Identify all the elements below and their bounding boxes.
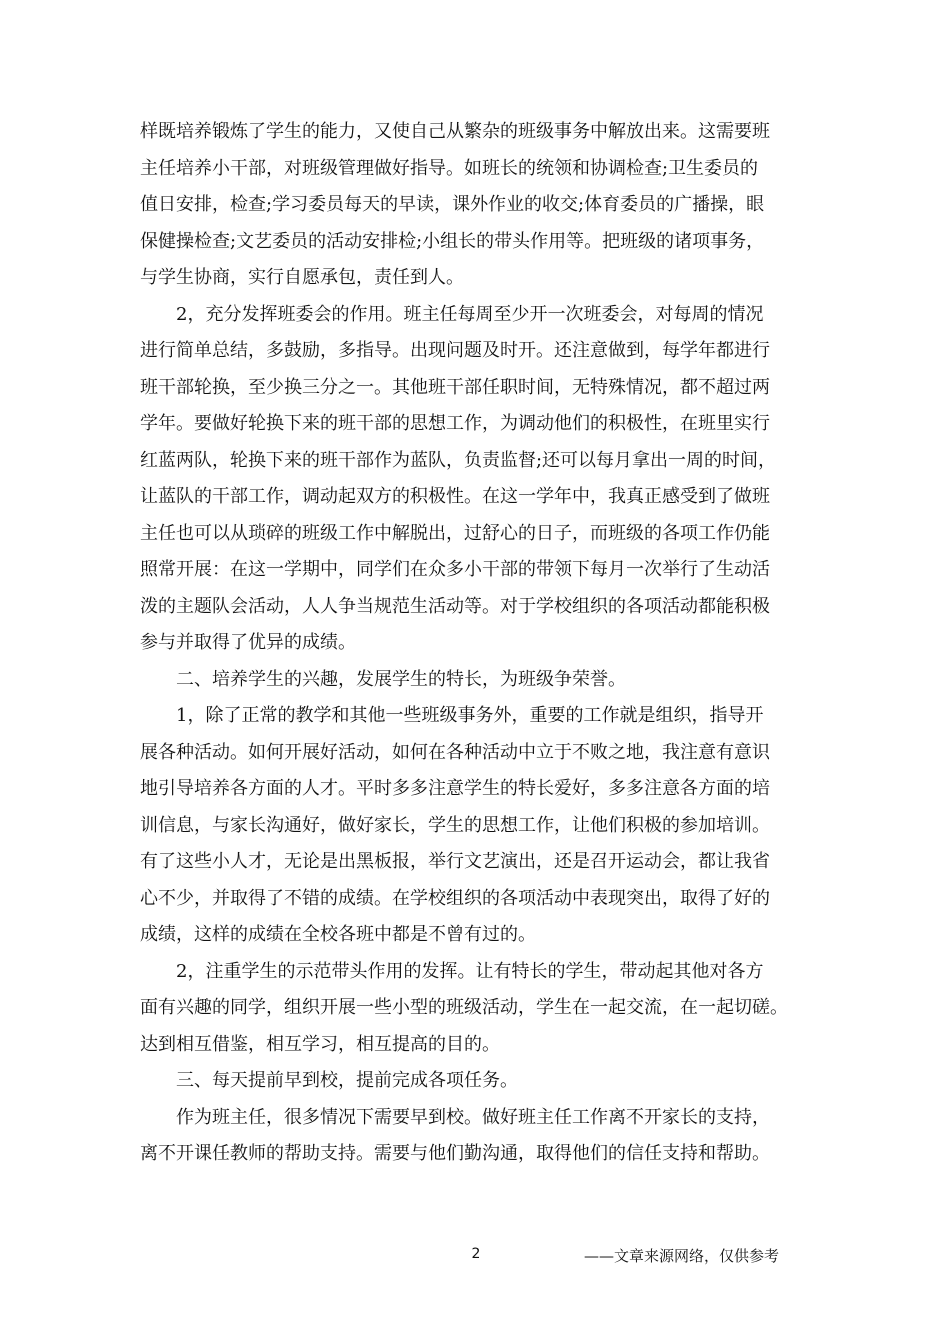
- text-line: 地引导培养各方面的人才。平时多多注意学生的特长爱好，多多注意各方面的培: [140, 778, 770, 799]
- text-line: 面有兴趣的同学，组织开展一些小型的班级活动，学生在一起交流，在一起切磋。: [140, 997, 788, 1018]
- text-line: 有了这些小人才，无论是出黑板报，举行文艺演出，还是召开运动会，都让我省: [140, 851, 770, 872]
- text-line: 展各种活动。如何开展好活动，如何在各种活动中立于不败之地，我注意有意识: [140, 741, 770, 763]
- page-number: 2: [471, 1246, 481, 1262]
- text-line: 学年。要做好轮换下来的班干部的思想工作，为调动他们的积极性，在班里实行: [140, 413, 770, 434]
- text-line: 值日安排，检查;学习委员每天的早读，课外作业的收交;体育委员的广播操，眼: [140, 194, 765, 215]
- text-line: 进行简单总结，多鼓励，多指导。出现问题及时开。还注意做到，每学年都进行: [140, 340, 770, 361]
- body-paragraph-role-model: [140, 954, 812, 1064]
- text-line: 让蓝队的干部工作，调动起双方的积极性。在这一学年中，我真正感受到了做班: [140, 486, 770, 507]
- text-line: 二、培养学生的兴趣，发展学生的特长，为班级争荣誉。: [176, 668, 626, 690]
- text-line: 1，除了正常的教学和其他一些班级事务外，重要的工作就是组织，指导开: [176, 705, 764, 726]
- text-line: 样既培养锻炼了学生的能力，又使自己从繁杂的班级事务中解放出来。这需要班: [140, 121, 770, 142]
- footer-source-note: ——文章来源网络，仅供参考: [584, 1247, 780, 1265]
- text-line: 参与并取得了优异的成绩。: [140, 632, 356, 653]
- body-paragraph-continuation: [140, 114, 812, 297]
- text-line: 照常开展：在这一学期中，同学们在众多小干部的带领下每月一次举行了生动活: [140, 559, 770, 580]
- text-line: 心不少，并取得了不错的成绩。在学校组织的各项活动中表现突出，取得了好的: [140, 887, 770, 909]
- body-paragraph-class-committee: [140, 297, 812, 662]
- body-paragraph-activities: [140, 698, 812, 954]
- text-line: 2，充分发挥班委会的作用。班主任每周至少开一次班委会，对每周的情况: [176, 303, 764, 325]
- document-body: [140, 114, 812, 1173]
- text-line: 主任也可以从琐碎的班级工作中解脱出，过舒心的日子，而班级的各项工作仍能: [140, 522, 770, 544]
- section-heading-three: [140, 1063, 812, 1100]
- section-heading-two: [140, 662, 812, 699]
- text-line: 达到相互借鉴，相互学习，相互提高的目的。: [140, 1033, 500, 1055]
- text-line: 班干部轮换，至少换三分之一。其他班干部任职时间，无特殊情况，都不超过两: [140, 376, 770, 398]
- text-line: 2，注重学生的示范带头作用的发挥。让有特长的学生，带动起其他对各方: [176, 960, 764, 982]
- text-line: 泼的主题队会活动，人人争当规范生活动等。对于学校组织的各项活动都能积极: [140, 595, 770, 617]
- text-line: 作为班主任，很多情况下需要早到校。做好班主任工作离不开家长的支持，: [176, 1106, 770, 1128]
- text-line: 红蓝两队，轮换下来的班干部作为蓝队，负责监督;还可以每月拿出一周的时间，: [140, 449, 777, 471]
- text-line: 成绩，这样的成绩在全校各班中都是不曾有过的。: [140, 924, 536, 945]
- body-paragraph-early-arrival: [140, 1100, 812, 1173]
- text-line: 保健操检查;文艺委员的活动安排检;小组长的带头作用等。把班级的诸项事务，: [140, 230, 765, 252]
- text-line: 离不开课任教师的帮助支持。需要与他们勤沟通，取得他们的信任支持和帮助。: [140, 1143, 770, 1164]
- text-line: 训信息，与家长沟通好，做好家长，学生的思想工作，让他们积极的参加培训。: [140, 814, 770, 836]
- text-line: 三、每天提前早到校，提前完成各项任务。: [176, 1070, 518, 1091]
- text-line: 与学生协商，实行自愿承包，责任到人。: [140, 267, 464, 288]
- text-line: 主任培养小干部，对班级管理做好指导。如班长的统领和协调检查;卫生委员的: [140, 157, 759, 179]
